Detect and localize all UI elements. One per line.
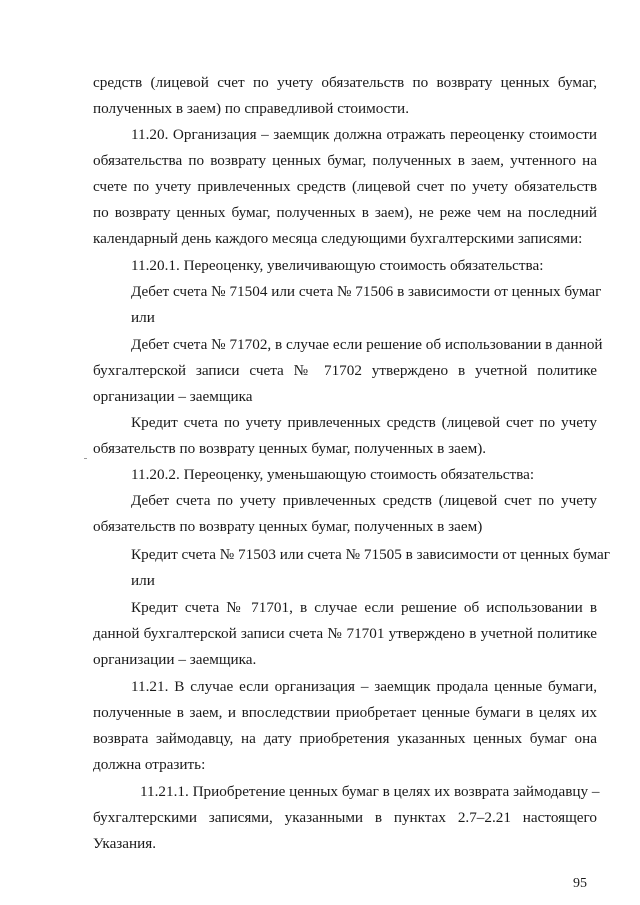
text-line: Дебет счета № 71702, в случае если решение об использовании в данной [131, 336, 603, 353]
text-line: обязательств по возврату ценных бумаг, полученных в заем). [93, 440, 487, 457]
text-line: полученные в заем, и впоследствии приобретает ценные бумаги в целях их [93, 704, 597, 721]
text-line: Кредит счета № 71701, в случае если решение об использовании в [131, 599, 597, 616]
text-line: по возврату ценных бумаг, полученных в заем), не реже чем на последний [93, 204, 597, 221]
text-line: обязательств по возврату ценных бумаг, полученных в заем) [93, 518, 483, 535]
text-line: или [131, 572, 155, 589]
text-line: Указания. [93, 835, 157, 852]
text-line: должна отразить: [93, 756, 206, 773]
scan-mark [84, 458, 87, 459]
text-line: календарный день каждого месяца следующими бухгалтерскими записями: [93, 230, 583, 247]
text-line: 11.21.1. Приобретение ценных бумаг в целях их возврата займодавцу – [140, 783, 600, 800]
text-line: организации – заемщика [93, 388, 253, 405]
text-line: 11.21. В случае если организация – заемщик продала ценные бумаги, [131, 678, 597, 695]
text-line: средств (лицевой счет по учету обязательств по возврату ценных бумаг, [93, 74, 597, 91]
text-line: обязательства по возврату ценных бумаг, полученных в заем, учтенного на [93, 152, 597, 169]
text-line: Кредит счета № 71503 или счета № 71505 в зависимости от ценных бумаг [131, 546, 610, 563]
text-line: счете по учету привлеченных средств (лицевой счет по учету обязательств [93, 178, 597, 195]
text-line: данной бухгалтерской записи счета № 71701 утверждено в учетной политике [93, 625, 597, 642]
text-line: организации – заемщика. [93, 651, 257, 668]
text-line: возврата займодавцу, на дату приобретения указанных ценных бумаг она [93, 730, 597, 747]
text-line: бухгалтерской записи счета № 71702 утверждено в учетной политике [93, 362, 597, 379]
text-line: бухгалтерскими записями, указанными в пунктах 2.7–2.21 настоящего [93, 809, 597, 826]
text-line: 11.20. Организация – заемщик должна отражать переоценку стоимости [131, 126, 597, 143]
text-line: Кредит счета по учету привлеченных средств (лицевой счет по учету [131, 414, 597, 431]
text-line: Дебет счета № 71504 или счета № 71506 в зависимости от ценных бумаг [131, 283, 602, 300]
text-line: полученных в заем) по справедливой стоимости. [93, 100, 409, 117]
page-number: 95 [573, 876, 587, 891]
text-line: 11.20.1. Переоценку, увеличивающую стоимость обязательства: [131, 257, 544, 274]
text-line: Дебет счета по учету привлеченных средств (лицевой счет по учету [131, 492, 597, 509]
text-line: или [131, 309, 155, 326]
text-line: 11.20.2. Переоценку, уменьшающую стоимость обязательства: [131, 466, 535, 483]
